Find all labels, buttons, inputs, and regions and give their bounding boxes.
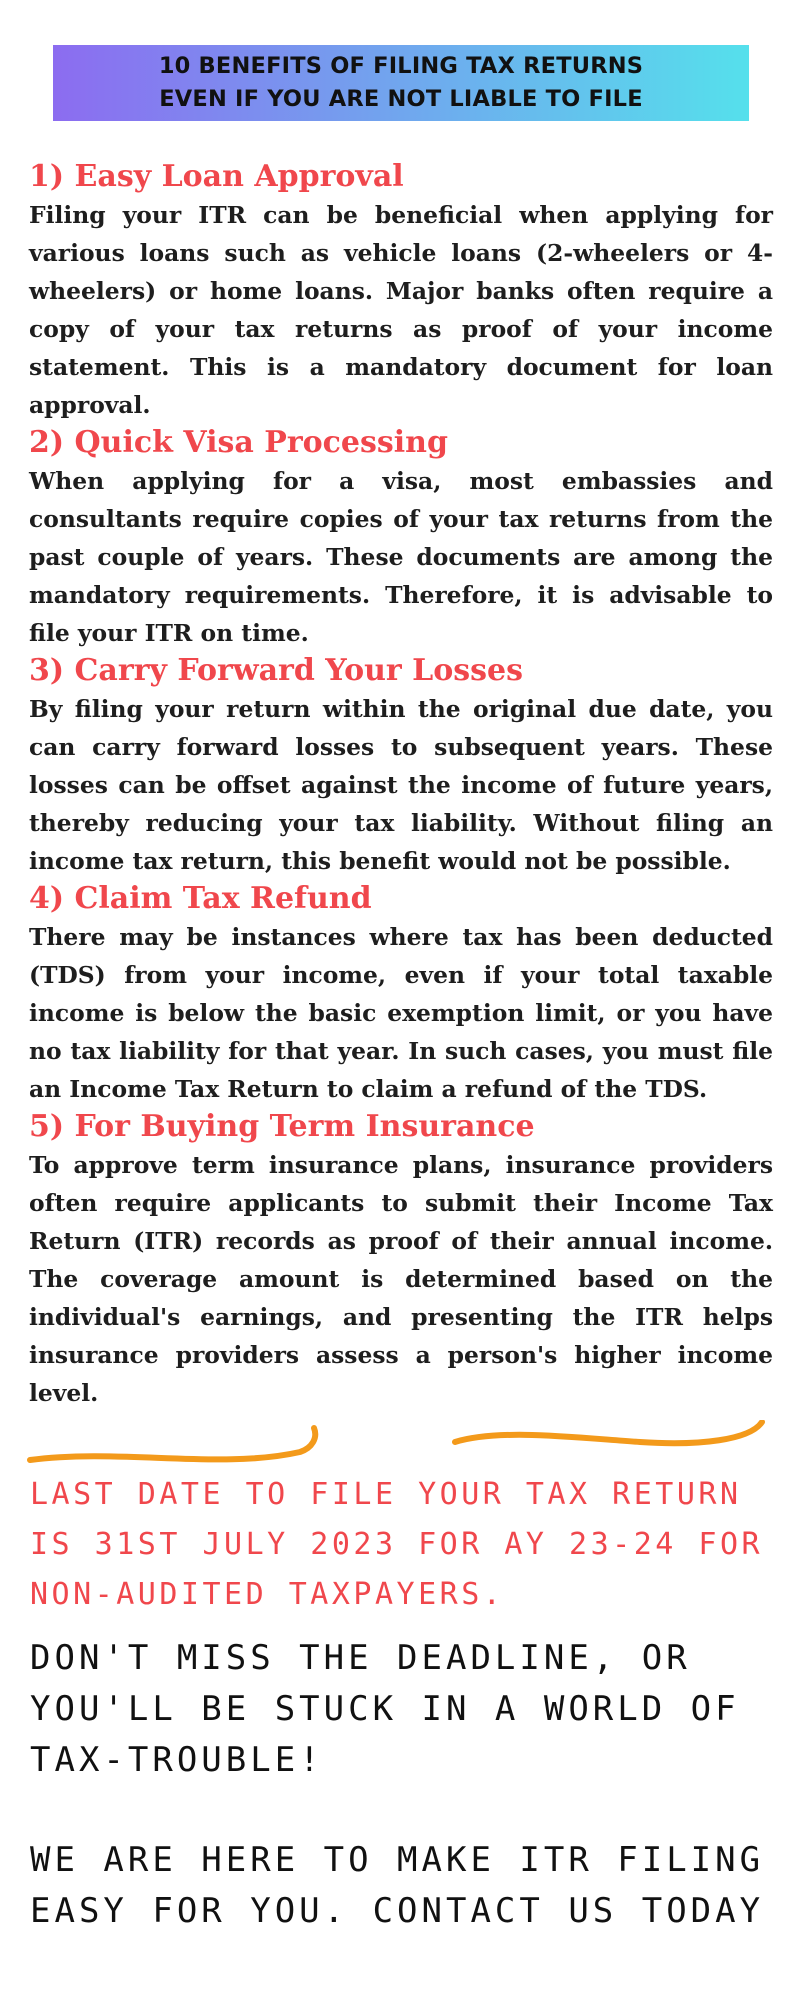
warning-text: DON'T MISS THE DEADLINE, OR YOU'LL BE STUCK IN A WORLD OF TAX-TROUBLE! <box>30 1638 740 1780</box>
section-body: By filing your return within the original due date, you can carry forward losses to subsequent years. These losses can be offset against the income of future years, thereby reducing your tax liability. Without filing an income tax return, this benefit would not be possible. <box>29 695 773 875</box>
banner-line-1: 10 BENEFITS OF FILING TAX RETURNS <box>158 53 644 79</box>
banner-line-2: EVEN IF YOU ARE NOT LIABLE TO FILE <box>159 86 643 112</box>
section-title: 5) For Buying Term Insurance <box>29 1109 535 1144</box>
section-title: 1) Easy Loan Approval <box>29 159 404 194</box>
section-body: When applying for a visa, most embassies and consultants require copies of your tax returns from the past couple of years. These documents are among the mandatory requirements. Therefore, it is advisable to file your ITR on time. <box>29 467 773 647</box>
section-body: Filing your ITR can be beneficial when applying for various loans such as vehicle loans (2-wheelers or 4-wheelers) or home loans. Major banks often require a copy of your tax returns as proof of your income statement. This is a mandatory document for loan approval. <box>29 201 773 419</box>
benefit-section-3 <box>29 652 773 880</box>
squiggle-right-icon <box>455 1422 762 1443</box>
benefit-section-2 <box>29 424 773 652</box>
section-title: 4) Claim Tax Refund <box>29 881 372 916</box>
section-title: 3) Carry Forward Your Losses <box>29 653 524 688</box>
section-title: 2) Quick Visa Processing <box>29 425 448 460</box>
contact-cta: WE ARE HERE TO MAKE ITR FILING EASY FOR YOU. CONTACT US TODAY <box>30 1840 765 1931</box>
squiggle-left-icon <box>30 1428 315 1460</box>
deadline-notice: LAST DATE TO FILE YOUR TAX RETURN IS 31ST JULY 2023 FOR AY 23-24 FOR NON-AUDITED TAXPAYERS. <box>30 1477 764 1612</box>
section-body: There may be instances where tax has been deducted (TDS) from your income, even if your total taxable income is below the basic exemption limit, or you have no tax liability for that year. In such cases, you must file an Income Tax Return to claim a refund of the TDS. <box>29 923 773 1103</box>
benefit-section-4 <box>29 880 773 1108</box>
benefit-section-1 <box>29 158 773 424</box>
title-banner <box>53 45 749 121</box>
benefit-section-5 <box>29 1108 773 1412</box>
section-body: To approve term insurance plans, insurance providers often require applicants to submit their Income Tax Return (ITR) records as proof of their annual income. The coverage amount is determined based on the individual's earnings, and presenting the ITR helps insurance providers assess a person's higher income level. <box>29 1151 773 1407</box>
benefits-list <box>29 158 773 1412</box>
